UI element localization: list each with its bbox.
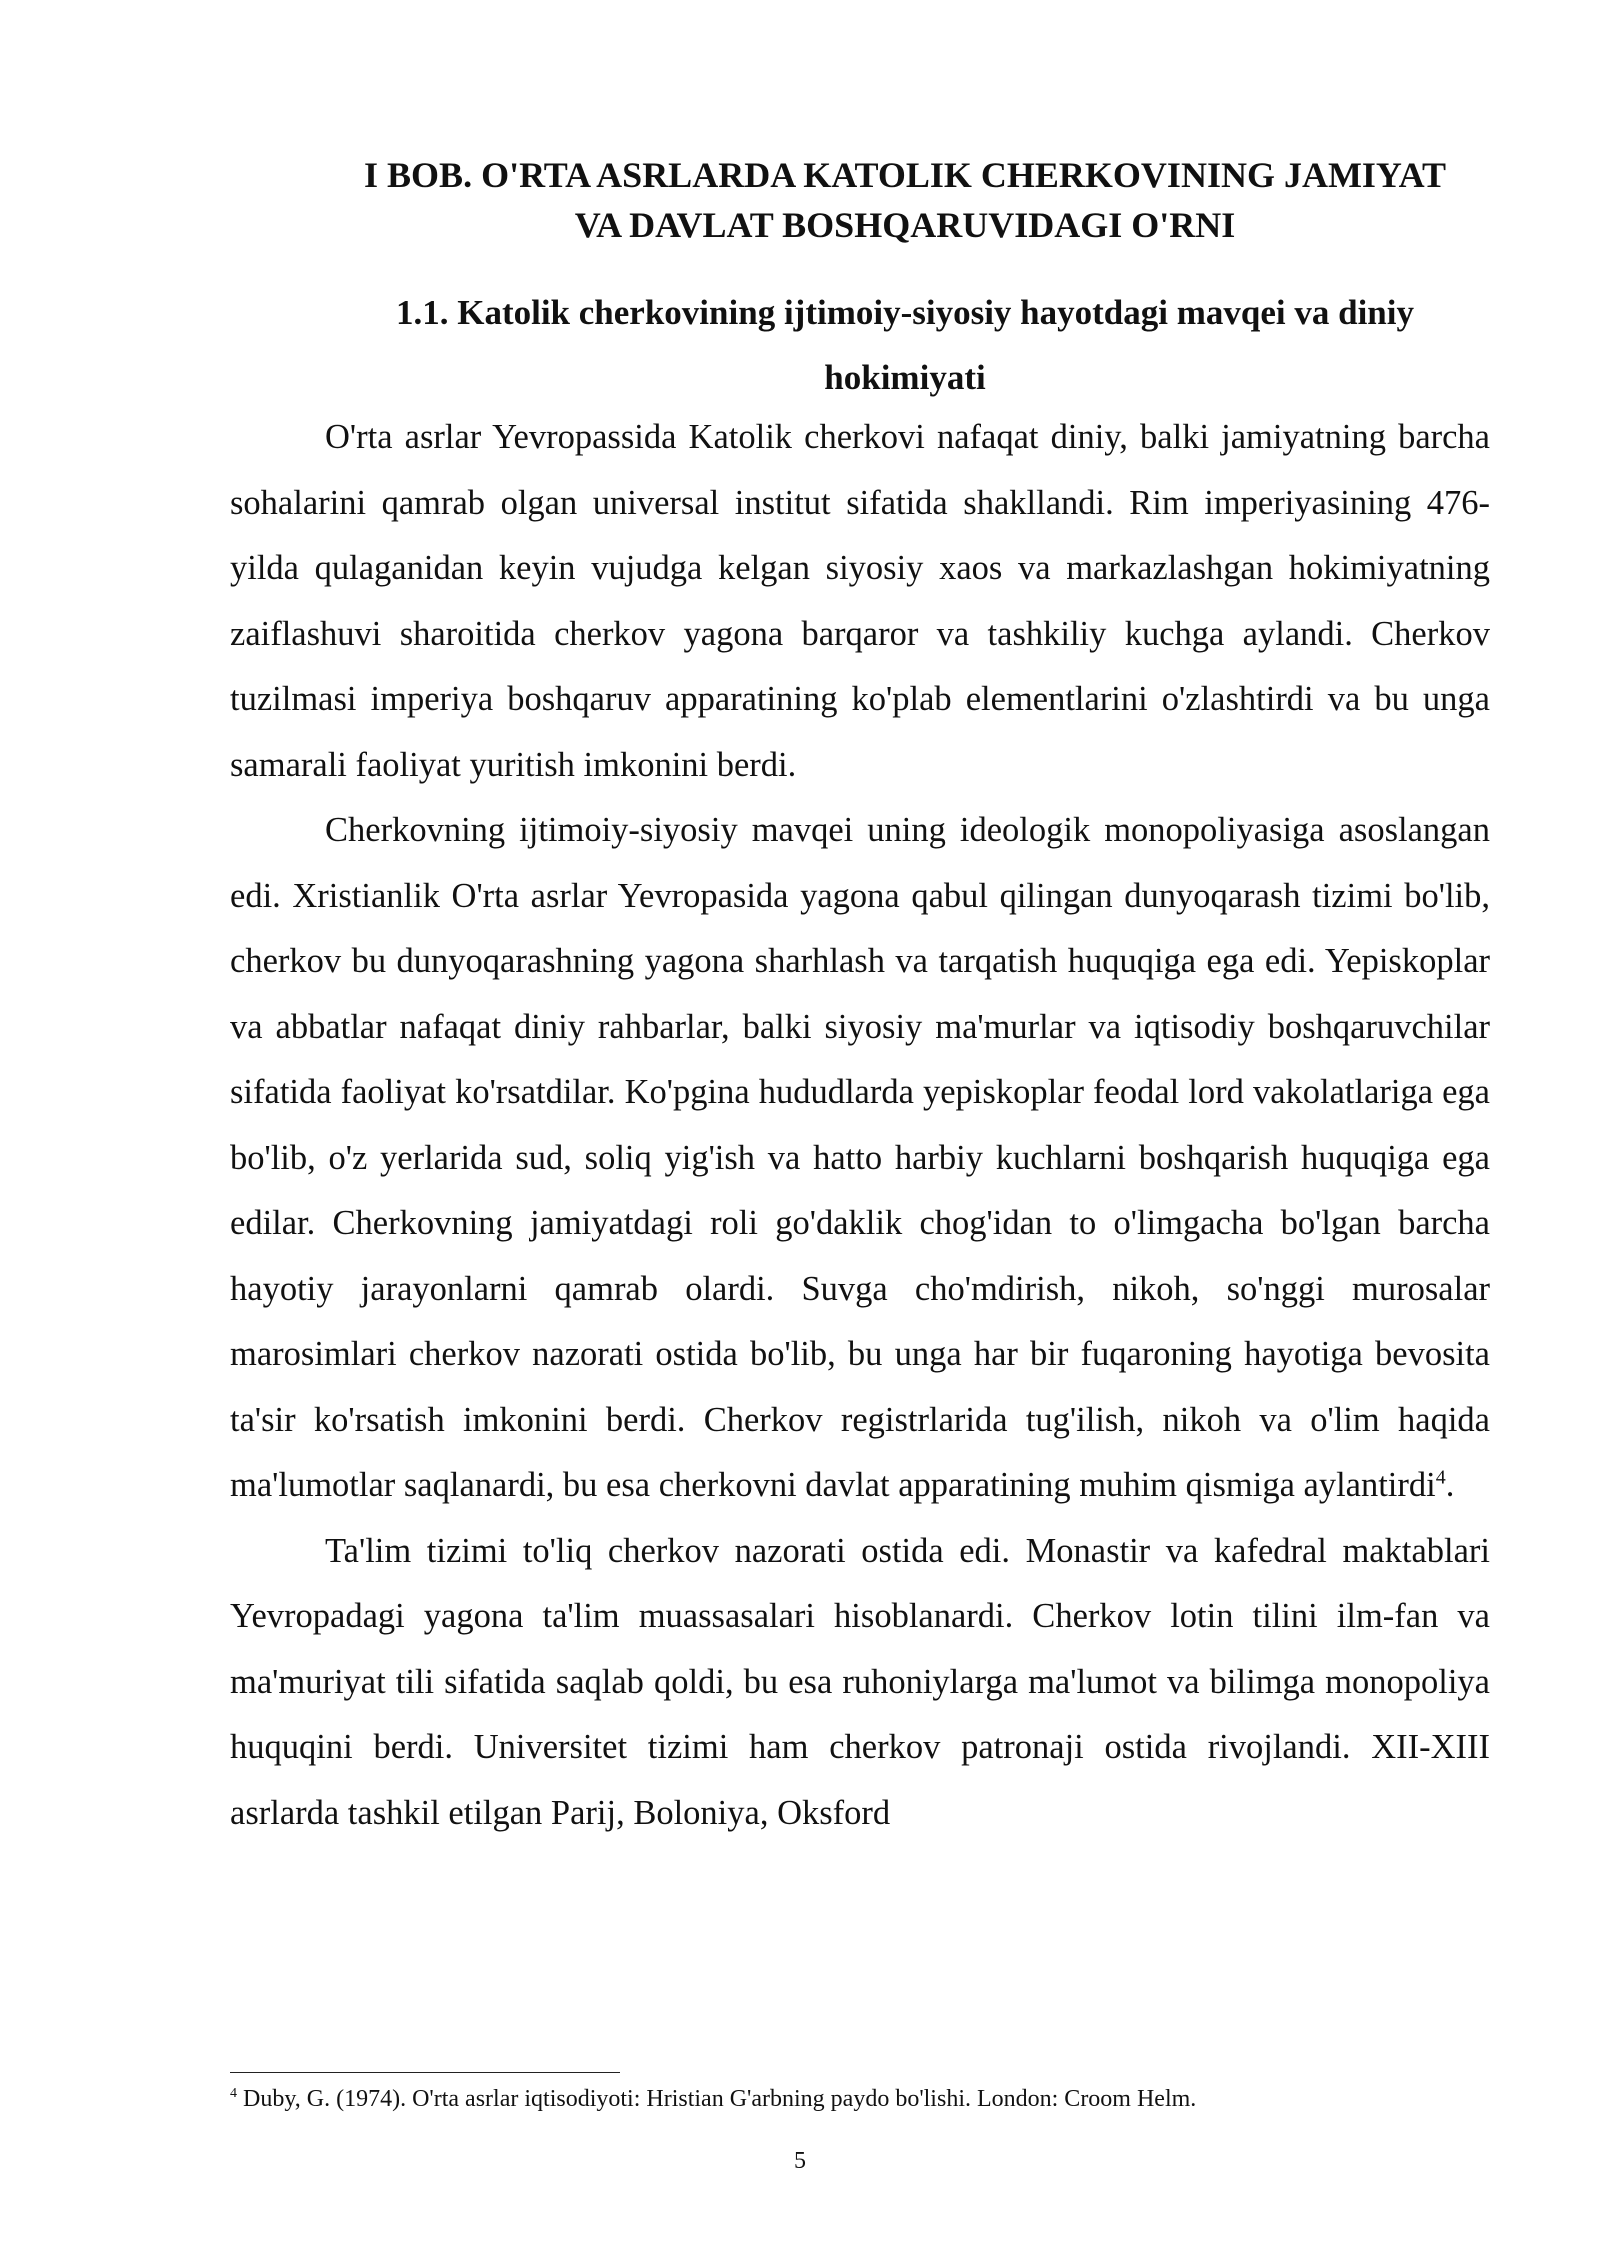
body-text xyxy=(230,405,1490,1846)
chapter-title xyxy=(230,150,1490,250)
footnote xyxy=(230,2082,1490,2116)
page-number: 5 xyxy=(794,2148,806,2174)
chapter-title-line2: VA DAVLAT BOSHQARUVIDAGI O'RNI xyxy=(574,205,1236,245)
paragraph-2-text: Cherkovning ijtimoiy-siyosiy mavqei uning ideologik monopoliyasiga asoslangan edi. Xristianlik O'rta asrlar Yevropasida yagona qabul qilingan dunyoqarash tizimi bo'lib, cherkov bu dunyoqarashning yagona sharhlash va tarqatish huquqiga ega edi. Yepiskoplar va abbatlar nafaqat diniy rahbarlar, balki siyosiy ma'murlar va iqtisodiy boshqaruvchilar sifatida faoliyat ko'rsatdilar. Ko'pgina hududlarda yepiskoplar feodal lord vakolatlariga ega bo'lib, o'z yerlarida sud, soliq yig'ish va hatto harbiy kuchlarni boshqarish huquqiga ega edilar. Cherkovning jamiyatdagi roli go'daklik chog'idan to o'limgacha bo'lgan barcha hayotiy jarayonlarni qamrab olardi. Suvga cho'mdirish, nikoh, so'nggi murosalar marosimlari cherkov nazorati ostida bo'lib, bu unga har bir fuqaroning hayotiga bevosita ta'sir ko'rsatish imkonini berdi. Cherkov registrlarida tug'ilish, nikoh va o'lim haqida ma'lumotlar saqlanardi, bu esa cherkovni davlat apparatining muhim qismiga aylantirdi xyxy=(230,811,1490,1504)
footnote-reference[interactable]: 4 xyxy=(1435,1466,1446,1489)
paragraph-1: O'rta asrlar Yevropassida Katolik cherkovi nafaqat diniy, balki jamiyatning barcha sohalarini qamrab olgan universal institut sifatida shakllandi. Rim imperiyasining 476-yilda qulaganidan keyin vujudga kelgan siyosiy xaos va markazlashgan hokimiyatning zaiflashuvi sharoitida cherkov yagona barqaror va tashkiliy kuchga aylandi. Cherkov tuzilmasi imperiya boshqaruv apparatining ko'plab elementlarini o'zlashtirdi va bu unga samarali faoliyat yuritish imkonini berdi. xyxy=(230,418,1490,784)
chapter-title-line1: I BOB. O'RTA ASRLARDA KATOLIK CHERKOVINING JAMIYAT xyxy=(364,155,1446,195)
footnote-text: Duby, G. (1974). O'rta asrlar iqtisodiyoti: Hristian G'arbning paydo bo'lishi. London: Croom Helm. xyxy=(237,2086,1197,2112)
footnote-separator xyxy=(230,2072,620,2073)
footnote-marker: 4 xyxy=(230,2086,237,2101)
paragraph-2 xyxy=(230,798,1490,1519)
paragraph-3: Ta'lim tizimi to'liq cherkov nazorati ostida edi. Monastir va kafedral maktablari Yevropadagi yagona ta'lim muassasalari hisoblanardi. Cherkov lotin tilini ilm-fan va ma'muriyat tili sifatida saqlab qoldi, bu esa ruhoniylarga ma'lumot va bilimga monopoliya huquqini berdi. Universitet tizimi ham cherkov patronaji ostida rivojlandi. XII-XIII asrlarda tashkil etilgan Parij, Boloniya, Oksford xyxy=(230,1531,1490,1832)
section-title: 1.1. Katolik cherkovining ijtimoiy-siyosiy hayotdagi mavqei va diniy hokimiyati xyxy=(395,293,1414,397)
paragraph-2-end: . xyxy=(1445,1466,1455,1504)
